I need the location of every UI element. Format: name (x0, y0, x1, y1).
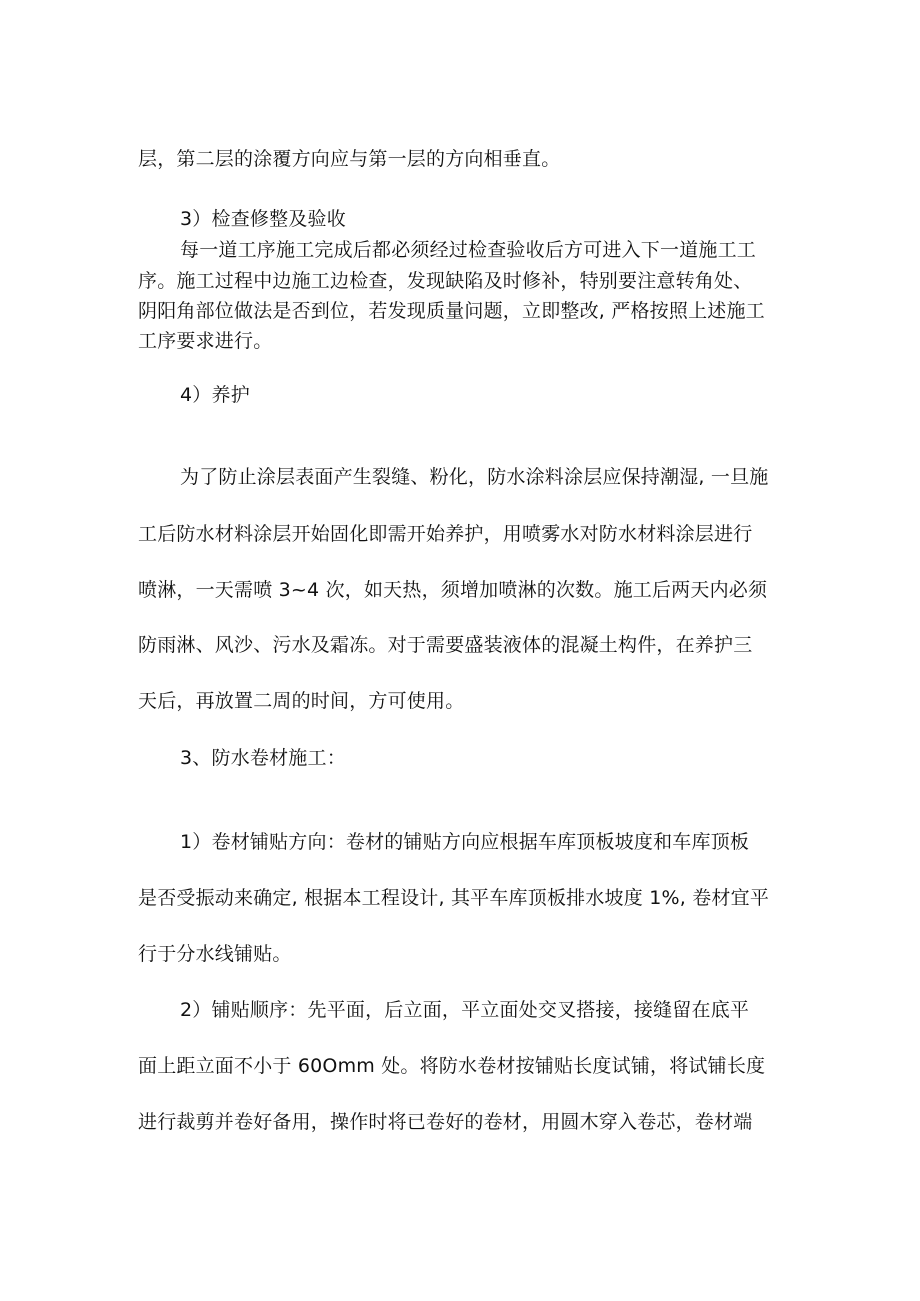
text-line: 工序要求进行。 (138, 330, 273, 352)
text-line: 进行裁剪并卷好备用，操作时将已卷好的卷材，用圆木穿入卷芯，卷材端 (138, 1111, 753, 1133)
section-heading-inspection: 3）检查修整及验收 (180, 208, 346, 230)
text-line: 序。施工过程中边施工边检查，发现缺陷及时修补，特别要注意转角处、 (138, 270, 753, 292)
text-line: 每一道工序施工完成后都必须经过检查验收后方可进入下一道施工工 (180, 239, 757, 261)
text-line: 是否受振动来确定, 根据本工程设计, 其平车库顶板排水坡度 1%, 卷材宜平 (138, 887, 770, 909)
text-line: 行于分水线铺贴。 (138, 943, 292, 965)
text-line: 层，第二层的涂覆方向应与第一层的方向相垂直。 (138, 148, 561, 170)
text-line: 1）卷材铺贴方向：卷材的铺贴方向应根据车库顶板坡度和车库顶板 (180, 831, 750, 853)
text-line: 2）铺贴顺序：先平面，后立面，平立面处交叉搭接，接缝留在底平 (180, 999, 750, 1021)
section-heading-curing: 4）养护 (180, 384, 250, 406)
text-line: 天后，再放置二周的时间，方可使用。 (138, 690, 465, 712)
text-line: 面上距立面不小于 60Omm 处。将防水卷材按铺贴长度试铺，将试铺长度 (138, 1055, 766, 1077)
text-line: 阴阳角部位做法是否到位，若发现质量问题，立即整改, 严格按照上述施工 (138, 300, 765, 322)
text-line: 为了防止涂层表面产生裂缝、粉化，防水涂料涂层应保持潮湿, 一旦施 (180, 466, 769, 488)
text-line: 喷淋，一天需喷 3~4 次，如天热，须增加喷淋的次数。施工后两天内必须 (138, 579, 768, 601)
text-line: 防雨淋、风沙、污水及霜冻。对于需要盛装液体的混凝土构件，在养护三 (138, 634, 753, 656)
section-heading-membrane: 3、防水卷材施工： (180, 747, 346, 769)
text-line: 工后防水材料涂层开始固化即需开始养护，用喷雾水对防水材料涂层进行 (138, 523, 753, 545)
